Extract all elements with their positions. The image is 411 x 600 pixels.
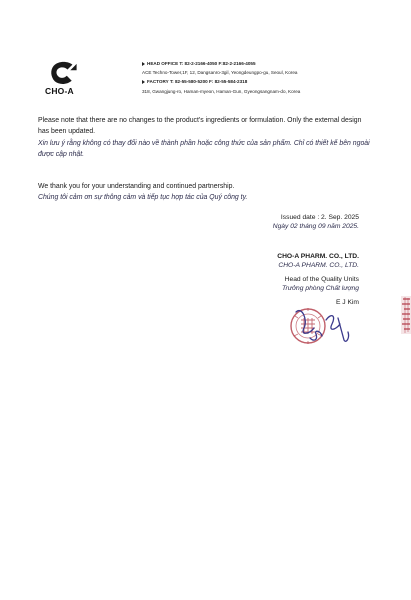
logo-wordmark: CHO-A	[45, 86, 74, 96]
official-seal-icon	[291, 308, 325, 344]
official-seal-and-signature	[286, 298, 356, 353]
signatory-title-en: Head of the Quality Units	[284, 276, 359, 283]
signatory-title-vi: Trưởng phòng Chất lượng	[281, 285, 359, 292]
signatory-name: E J Kim	[335, 299, 359, 306]
paragraph-ingredients-en: Please note that there are no changes to the product's ingredients or formulation. Only the external design has been updated.	[38, 117, 362, 136]
factory-line: FACTORY T: 82-55-580-5200 F: 82-55-584-2318	[142, 79, 247, 85]
company-logo	[45, 60, 85, 96]
head-office-line: HEAD OFFICE T: 82-2-2166-4050 F:82-2-2166-4055	[142, 61, 256, 67]
cho-a-logo-icon	[50, 60, 78, 86]
issued-date-en: Issued date : 2. Sep. 2025	[280, 214, 359, 221]
factory-address: 318, Gwangjung-ro, Haman-myeon, Haman-Gun, Gyeongsangnam-do, Korea	[142, 89, 301, 94]
paragraph-ingredients-vi: Xin lưu ý rằng không có thay đổi nào về thành phần hoặc công thức của sản phẩm. Chỉ có thiết kế bên ngoài được cập nhật.	[38, 140, 370, 159]
company-name-en: CHO-A PHARM. CO., LTD.	[277, 253, 359, 260]
partial-stamp-edge-icon	[396, 296, 411, 334]
triangle-bullet-icon	[142, 62, 145, 66]
head-office-address: ACE Techno-Tower,1F, 12, Dangsanro-3gil, Yeongdeungpo-gu, Seoul, Korea	[142, 70, 298, 75]
paragraph-thanks-vi: Chúng tôi cảm ơn sự thông cảm và tiếp tục hợp tác của Quý công ty.	[38, 194, 248, 201]
company-name-vi: CHO-A PHARM. CO., LTD.	[278, 262, 359, 269]
triangle-bullet-icon	[142, 80, 145, 84]
paragraph-thanks-en: We thank you for your understanding and continued partnership.	[38, 183, 235, 190]
issued-date-vi: Ngày 02 tháng 09 năm 2025.	[272, 223, 359, 230]
